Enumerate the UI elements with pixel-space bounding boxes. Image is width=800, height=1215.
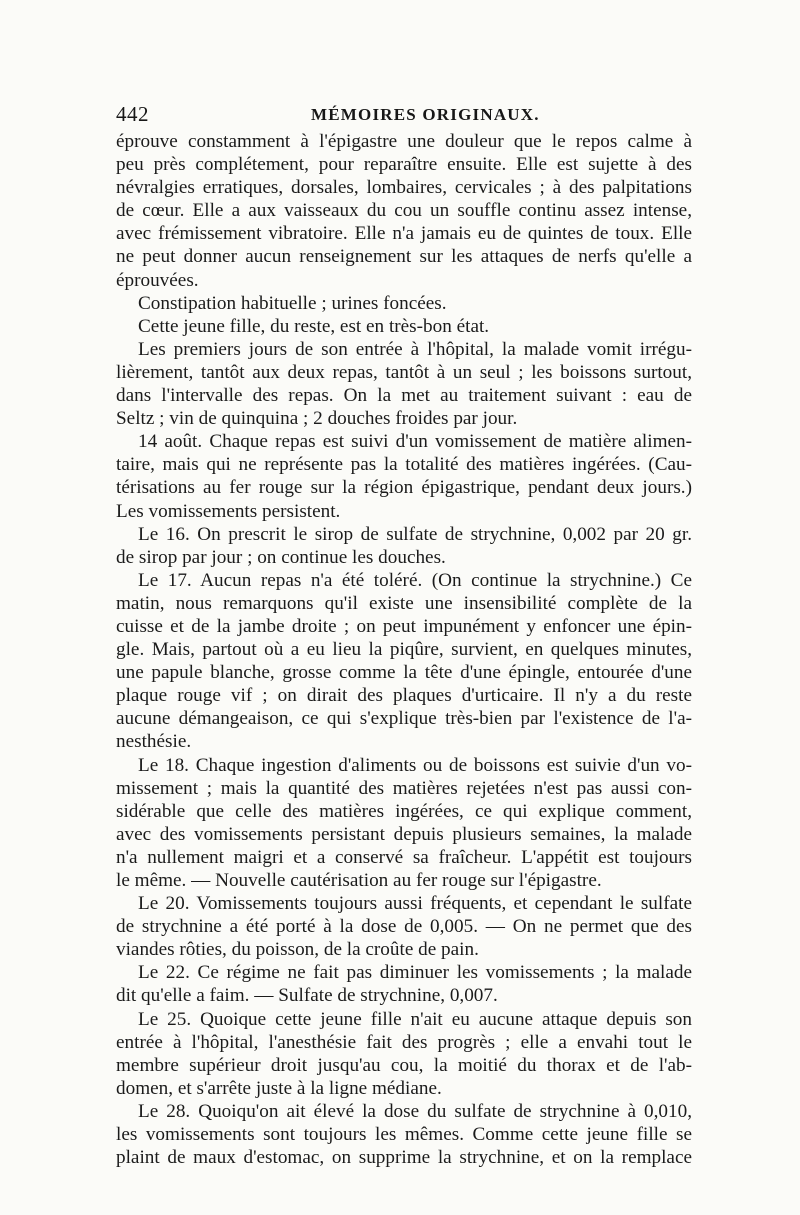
text-line: de cœur. Elle a aux vaisseaux du cou un souffle continu assez intense, [116, 200, 692, 222]
text-line: de sirop par jour ; on continue les douches. [116, 546, 446, 568]
text-line: de strychnine a été porté à la dose de 0,005. — On ne permet que des [116, 916, 692, 938]
text-line: dit qu'elle a faim. — Sulfate de strychnine, 0,007. [116, 985, 498, 1007]
page-number: 442 [116, 102, 149, 126]
text-line: membre supérieur droit jusqu'au cou, la moitié du thorax et de l'ab- [116, 1054, 692, 1076]
text-line: Le 20. Vomissements toujours aussi fréquents, et cependant le sulfate [138, 893, 692, 915]
text-line: Le 25. Quoique cette jeune fille n'ait eu aucune attaque depuis son [138, 1008, 692, 1030]
body-text [116, 130, 692, 1169]
text-line: plaint de maux d'estomac, on supprime la strychnine, et on la remplace [116, 1147, 692, 1169]
text-line: éprouve constamment à l'épigastre une douleur que le repos calme à [116, 131, 692, 152]
text-line: n'a nullement maigri et a conservé sa fraîcheur. L'appétit est toujours [116, 846, 692, 868]
text-line: peu près complétement, pour reparaître ensuite. Elle est sujette à des [116, 154, 692, 176]
text-line: 14 août. Chaque repas est suivi d'un vomissement de matière alimen- [138, 431, 692, 453]
text-line: ne peut donner aucun renseignement sur les attaques de nerfs qu'elle a [116, 246, 692, 268]
text-line: une papule blanche, grosse comme la tête d'une épingle, entourée d'une [116, 662, 692, 684]
text-line: sidérable que celle des matières ingérées, ce qui explique comment, [116, 800, 692, 822]
text-line: avec des vomissements persistant depuis plusieurs semaines, la malade [116, 823, 692, 845]
text-line: éprouvées. [116, 269, 199, 291]
text-line: aucune démangeaison, ce qui s'explique très-bien par l'existence de l'a- [116, 708, 692, 730]
text-line: Seltz ; vin de quinquina ; 2 douches froides par jour. [116, 408, 518, 430]
text-line: viandes rôties, du poisson, de la croûte de pain. [116, 939, 479, 961]
text-line: les vomissements sont toujours les mêmes. Comme cette jeune fille se [116, 1124, 692, 1146]
text-line: domen, et s'arrête juste à la ligne médiane. [116, 1077, 442, 1099]
text-line: plaque rouge vif ; on dirait des plaques d'urticaire. Il n'y a du reste [116, 685, 692, 707]
text-line: Le 18. Chaque ingestion d'aliments ou de boissons est suivie d'un vo- [138, 754, 692, 776]
text-line: lièrement, tantôt aux deux repas, tantôt à un seul ; les boissons surtout, [116, 361, 692, 383]
text-line: Les vomissements persistent. [116, 500, 341, 522]
text-line: névralgies erratiques, dorsales, lombaires, cervicales ; à des palpitations [116, 177, 692, 199]
page-header [116, 96, 692, 126]
text-line: Les premiers jours de son entrée à l'hôpital, la malade vomit irrégu- [138, 338, 692, 360]
text-line: térisations au fer rouge sur la région épigastrique, pendant deux jours.) [116, 477, 692, 499]
text-line: cuisse et de la jambe droite ; on peut impunément y enfoncer une épin- [116, 615, 692, 637]
text-line: matin, nous remarquons qu'il existe une insensibilité complète de la [116, 592, 692, 614]
text-line: Le 16. On prescrit le sirop de sulfate de strychnine, 0,002 par 20 gr. [138, 523, 692, 545]
text-line: taire, mais qui ne représente pas la totalité des matières ingérées. (Cau- [116, 454, 692, 476]
text-line: Cette jeune fille, du reste, est en très-bon état. [138, 315, 490, 337]
text-line: Le 22. Ce régime ne fait pas diminuer les vomissements ; la malade [138, 962, 692, 984]
text-line: Le 17. Aucun repas n'a été toléré. (On continue la strychnine.) Ce [138, 569, 692, 591]
text-line: avec frémissement vibratoire. Elle n'a jamais eu de quintes de toux. Elle [116, 223, 692, 245]
text-line: missement ; mais la quantité des matières rejetées n'est pas aussi con- [116, 777, 692, 799]
text-line: Constipation habituelle ; urines foncées. [138, 292, 447, 314]
running-title: MÉMOIRES ORIGINAUX. [311, 105, 540, 124]
text-line: nesthésie. [116, 731, 192, 753]
text-line: dans l'intervalle des repas. On la met au traitement suivant : eau de [116, 385, 692, 407]
text-line: Le 28. Quoiqu'on ait élevé la dose du sulfate de strychnine à 0,010, [138, 1100, 692, 1122]
text-line: le même. — Nouvelle cautérisation au fer rouge sur l'épigastre. [116, 870, 602, 891]
text-line: gle. Mais, partout où a eu lieu la piqûre, survient, en quelques minutes, [116, 639, 692, 661]
text-line: entrée à l'hôpital, l'anesthésie fait des progrès ; elle a envahi tout le [116, 1031, 692, 1053]
